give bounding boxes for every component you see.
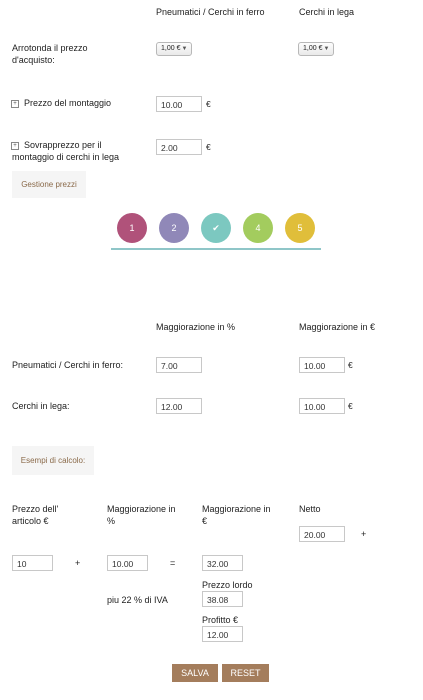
steel-markup-label: Pneumatici / Cerchi in ferro:: [12, 360, 124, 370]
step-4[interactable]: 4: [243, 213, 273, 243]
save-button[interactable]: SALVA: [172, 664, 218, 682]
surcharge-label: Sovrapprezzo per il: [24, 140, 102, 150]
gross-price-label: Prezzo lordo: [202, 580, 253, 590]
examples-title-button[interactable]: Esempi di calcolo:: [12, 446, 94, 475]
round-select-alloy[interactable]: 1,00 €▼: [298, 42, 334, 56]
profit-input[interactable]: 12.00: [202, 626, 243, 642]
markup-eur-header: Maggiorazione in €: [299, 322, 376, 332]
steel-pct-input[interactable]: 7.00: [156, 357, 202, 373]
step-2[interactable]: 2: [159, 213, 189, 243]
alloy-eur-input[interactable]: 10.00: [299, 398, 345, 414]
alloy-pct-input[interactable]: 12.00: [156, 398, 202, 414]
equals-sign: =: [170, 558, 176, 568]
plus-sign: +: [361, 529, 367, 539]
surcharge-label-cont: montaggio di cerchi in lega: [12, 152, 120, 162]
price-header: Prezzo dell' articolo €: [12, 504, 59, 526]
round-price-label: Arrotonda il prezzo d'acquisto:: [12, 43, 88, 65]
currency-label: €: [206, 142, 211, 152]
profit-label: Profitto €: [202, 615, 239, 625]
example-pct-header: Maggiorazione in %: [107, 504, 176, 526]
chevron-down-icon: ▼: [181, 46, 188, 52]
expand-icon[interactable]: +: [11, 142, 19, 150]
column-header-steel: Pneumatici / Cerchi in ferro: [156, 7, 265, 17]
round-select-steel[interactable]: 1,00 €▼: [156, 42, 192, 56]
example-eur-header: Maggiorazione in €: [202, 504, 271, 526]
plus-sign: +: [75, 558, 81, 568]
currency-label: €: [348, 360, 353, 370]
expand-icon[interactable]: +: [11, 100, 19, 108]
price-input[interactable]: 10: [12, 555, 53, 571]
example-eur-input[interactable]: 32.00: [202, 555, 243, 571]
mount-price-label: Prezzo del montaggio: [24, 98, 112, 108]
steel-eur-input[interactable]: 10.00: [299, 357, 345, 373]
column-header-alloy: Cerchi in lega: [299, 7, 355, 17]
vat-note: piu 22 % di IVA: [107, 595, 168, 605]
net-input[interactable]: 20.00: [299, 526, 345, 542]
step-3[interactable]: ✔: [201, 213, 231, 243]
steps-line: [111, 248, 321, 250]
chevron-down-icon: ▼: [323, 46, 330, 52]
gross-price-input[interactable]: 38.08: [202, 591, 243, 607]
manage-prices-button[interactable]: Gestione prezzi: [12, 171, 86, 198]
step-5[interactable]: 5: [285, 213, 315, 243]
currency-label: €: [206, 99, 211, 109]
reset-button[interactable]: RESET: [222, 664, 269, 682]
mount-price-input[interactable]: 10.00: [156, 96, 202, 112]
alloy-markup-label: Cerchi in lega:: [12, 401, 70, 411]
markup-pct-header: Maggiorazione in %: [156, 322, 236, 332]
step-1[interactable]: 1: [117, 213, 147, 243]
net-header: Netto: [299, 504, 321, 514]
currency-label: €: [348, 401, 353, 411]
surcharge-input[interactable]: 2.00: [156, 139, 202, 155]
example-pct-input[interactable]: 10.00: [107, 555, 148, 571]
